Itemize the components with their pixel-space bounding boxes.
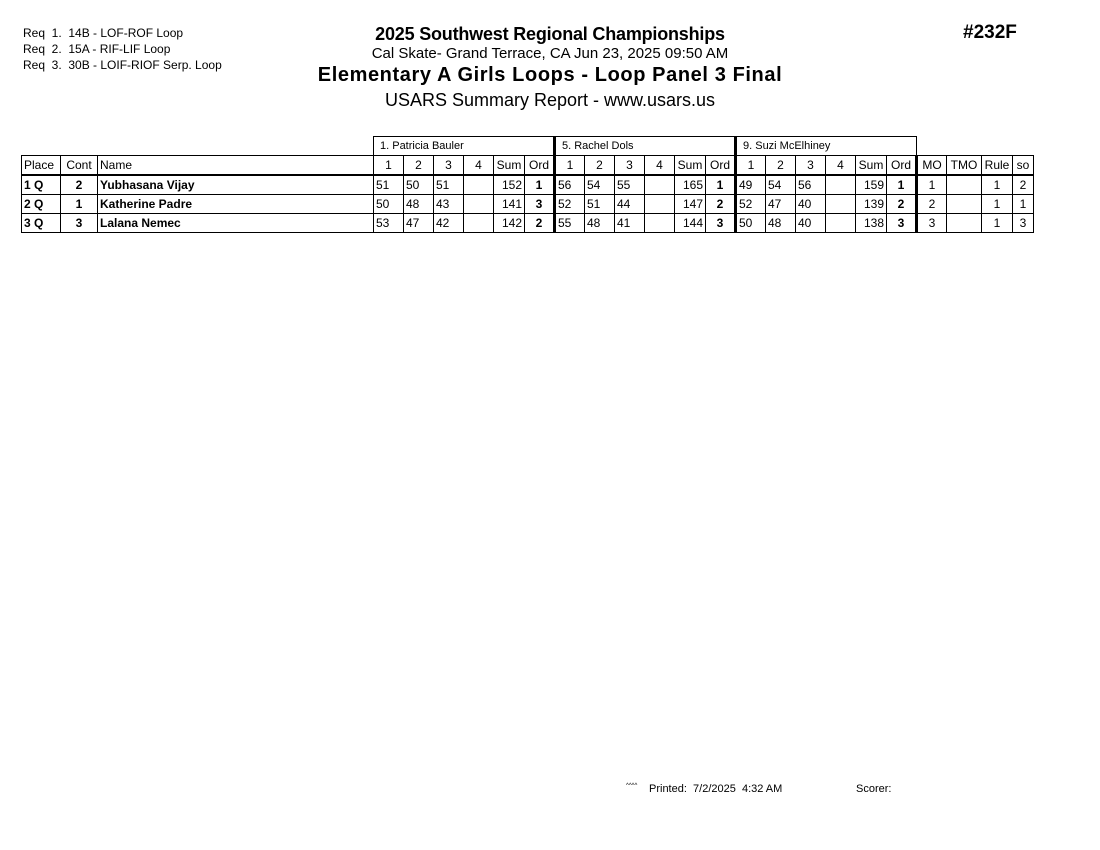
- sum-cell: 139: [856, 195, 887, 214]
- rule-cell: 1: [982, 214, 1013, 233]
- mark-cell: [826, 214, 856, 233]
- mark-cell: 49: [736, 175, 766, 195]
- ord-cell: 3: [887, 214, 917, 233]
- place-cell: 2 Q: [22, 195, 61, 214]
- col-rule: Rule: [982, 156, 1013, 176]
- mark-cell: 40: [796, 195, 826, 214]
- ord-cell: 2: [706, 195, 736, 214]
- mark-cell: 47: [766, 195, 796, 214]
- col-ord: Ord: [887, 156, 917, 176]
- name-cell: Lalana Nemec: [98, 214, 374, 233]
- mark-cell: [464, 175, 494, 195]
- mark-cell: [464, 214, 494, 233]
- event-title: 2025 Southwest Regional Championships: [375, 24, 725, 44]
- mark-cell: 54: [766, 175, 796, 195]
- col-mo: MO: [917, 156, 947, 176]
- mark-cell: 47: [404, 214, 434, 233]
- sum-cell: 159: [856, 175, 887, 195]
- mark-cell: 41: [615, 214, 645, 233]
- mark-cell: [645, 175, 675, 195]
- mark-cell: 43: [434, 195, 464, 214]
- name-cell: Yubhasana Vijay: [98, 175, 374, 195]
- mark-cell: 50: [374, 195, 404, 214]
- col-sum: Sum: [675, 156, 706, 176]
- mark-cell: [645, 214, 675, 233]
- col-so: so: [1013, 156, 1034, 176]
- mark-cell: 53: [374, 214, 404, 233]
- ord-cell: 1: [706, 175, 736, 195]
- col-place: Place: [22, 156, 61, 176]
- mark-cell: 54: [585, 175, 615, 195]
- mark-cell: 40: [796, 214, 826, 233]
- col-mark: 1: [374, 156, 404, 176]
- requirement-1: Req 1. 14B - LOF-ROF Loop: [23, 26, 184, 40]
- mark-cell: 48: [766, 214, 796, 233]
- so-cell: 2: [1013, 175, 1034, 195]
- mo-cell: 3: [917, 214, 947, 233]
- ord-cell: 1: [525, 175, 555, 195]
- sum-cell: 141: [494, 195, 525, 214]
- mark-cell: 56: [555, 175, 585, 195]
- col-tmo: TMO: [947, 156, 982, 176]
- ord-cell: 1: [887, 175, 917, 195]
- rule-cell: 1: [982, 195, 1013, 214]
- col-mark: 4: [464, 156, 494, 176]
- col-ord: Ord: [525, 156, 555, 176]
- mark-cell: 48: [585, 214, 615, 233]
- mark-cell: 55: [615, 175, 645, 195]
- table-row: [22, 195, 1034, 214]
- ord-cell: 2: [525, 214, 555, 233]
- ord-cell: 3: [706, 214, 736, 233]
- rule-cell: 1: [982, 175, 1013, 195]
- col-mark: 4: [645, 156, 675, 176]
- sum-cell: 142: [494, 214, 525, 233]
- mo-cell: 2: [917, 195, 947, 214]
- tmo-cell: [947, 195, 982, 214]
- col-sum: Sum: [494, 156, 525, 176]
- sum-cell: 138: [856, 214, 887, 233]
- location-date: Cal Skate- Grand Terrace, CA Jun 23, 2025 09:50 AM: [371, 45, 729, 62]
- col-mark: 2: [404, 156, 434, 176]
- place-cell: 1 Q: [22, 175, 61, 195]
- mark-cell: [826, 195, 856, 214]
- col-ord: Ord: [706, 156, 736, 176]
- mark-cell: 44: [615, 195, 645, 214]
- ord-cell: 2: [887, 195, 917, 214]
- table-row: [22, 175, 1034, 195]
- mark-cell: 51: [434, 175, 464, 195]
- mark-cell: 52: [555, 195, 585, 214]
- column-header-row: [22, 156, 1034, 176]
- mark-cell: 55: [555, 214, 585, 233]
- event-number: #232F: [963, 22, 1017, 43]
- results-table: [21, 136, 1034, 233]
- sum-cell: 165: [675, 175, 706, 195]
- requirement-3: Req 3. 30B - LOIF-RIOF Serp. Loop: [23, 58, 222, 72]
- mark-cell: [826, 175, 856, 195]
- col-mark: 3: [796, 156, 826, 176]
- mark-cell: 56: [796, 175, 826, 195]
- col-mark: 4: [826, 156, 856, 176]
- cont-cell: 2: [61, 175, 98, 195]
- name-cell: Katherine Padre: [98, 195, 374, 214]
- place-cell: 3 Q: [22, 214, 61, 233]
- mark-cell: 50: [736, 214, 766, 233]
- so-cell: 1: [1013, 195, 1034, 214]
- cont-cell: 1: [61, 195, 98, 214]
- mark-cell: 42: [434, 214, 464, 233]
- col-mark: 2: [585, 156, 615, 176]
- so-cell: 3: [1013, 214, 1034, 233]
- report-title: USARS Summary Report - www.usars.us: [384, 90, 716, 110]
- col-mark: 1: [736, 156, 766, 176]
- tmo-cell: [947, 175, 982, 195]
- footer-code: ^^^^: [626, 783, 638, 789]
- mark-cell: 51: [585, 195, 615, 214]
- event-name: Elementary A Girls Loops - Loop Panel 3 Final: [317, 64, 783, 86]
- col-cont: Cont: [61, 156, 98, 176]
- ord-cell: 3: [525, 195, 555, 214]
- sum-cell: 147: [675, 195, 706, 214]
- mark-cell: 50: [404, 175, 434, 195]
- judge-header-row: [22, 137, 1034, 156]
- requirement-2: Req 2. 15A - RIF-LIF Loop: [23, 42, 171, 56]
- col-sum: Sum: [856, 156, 887, 176]
- col-name: Name: [98, 156, 374, 176]
- sum-cell: 152: [494, 175, 525, 195]
- mark-cell: 48: [404, 195, 434, 214]
- mark-cell: [464, 195, 494, 214]
- mark-cell: 52: [736, 195, 766, 214]
- judge-name: 1. Patricia Bauler: [374, 137, 555, 156]
- col-mark: 2: [766, 156, 796, 176]
- mark-cell: [645, 195, 675, 214]
- col-mark: 3: [434, 156, 464, 176]
- tmo-cell: [947, 214, 982, 233]
- scorer-label: Scorer:: [856, 783, 892, 795]
- sum-cell: 144: [675, 214, 706, 233]
- col-mark: 3: [615, 156, 645, 176]
- mo-cell: 1: [917, 175, 947, 195]
- mark-cell: 51: [374, 175, 404, 195]
- printed-timestamp: Printed: 7/2/2025 4:32 AM: [649, 783, 783, 795]
- judge-name: 9. Suzi McElhiney: [736, 137, 917, 156]
- requirements-list: [23, 25, 222, 73]
- cont-cell: 3: [61, 214, 98, 233]
- judge-name: 5. Rachel Dols: [555, 137, 736, 156]
- col-mark: 1: [555, 156, 585, 176]
- table-row: [22, 214, 1034, 233]
